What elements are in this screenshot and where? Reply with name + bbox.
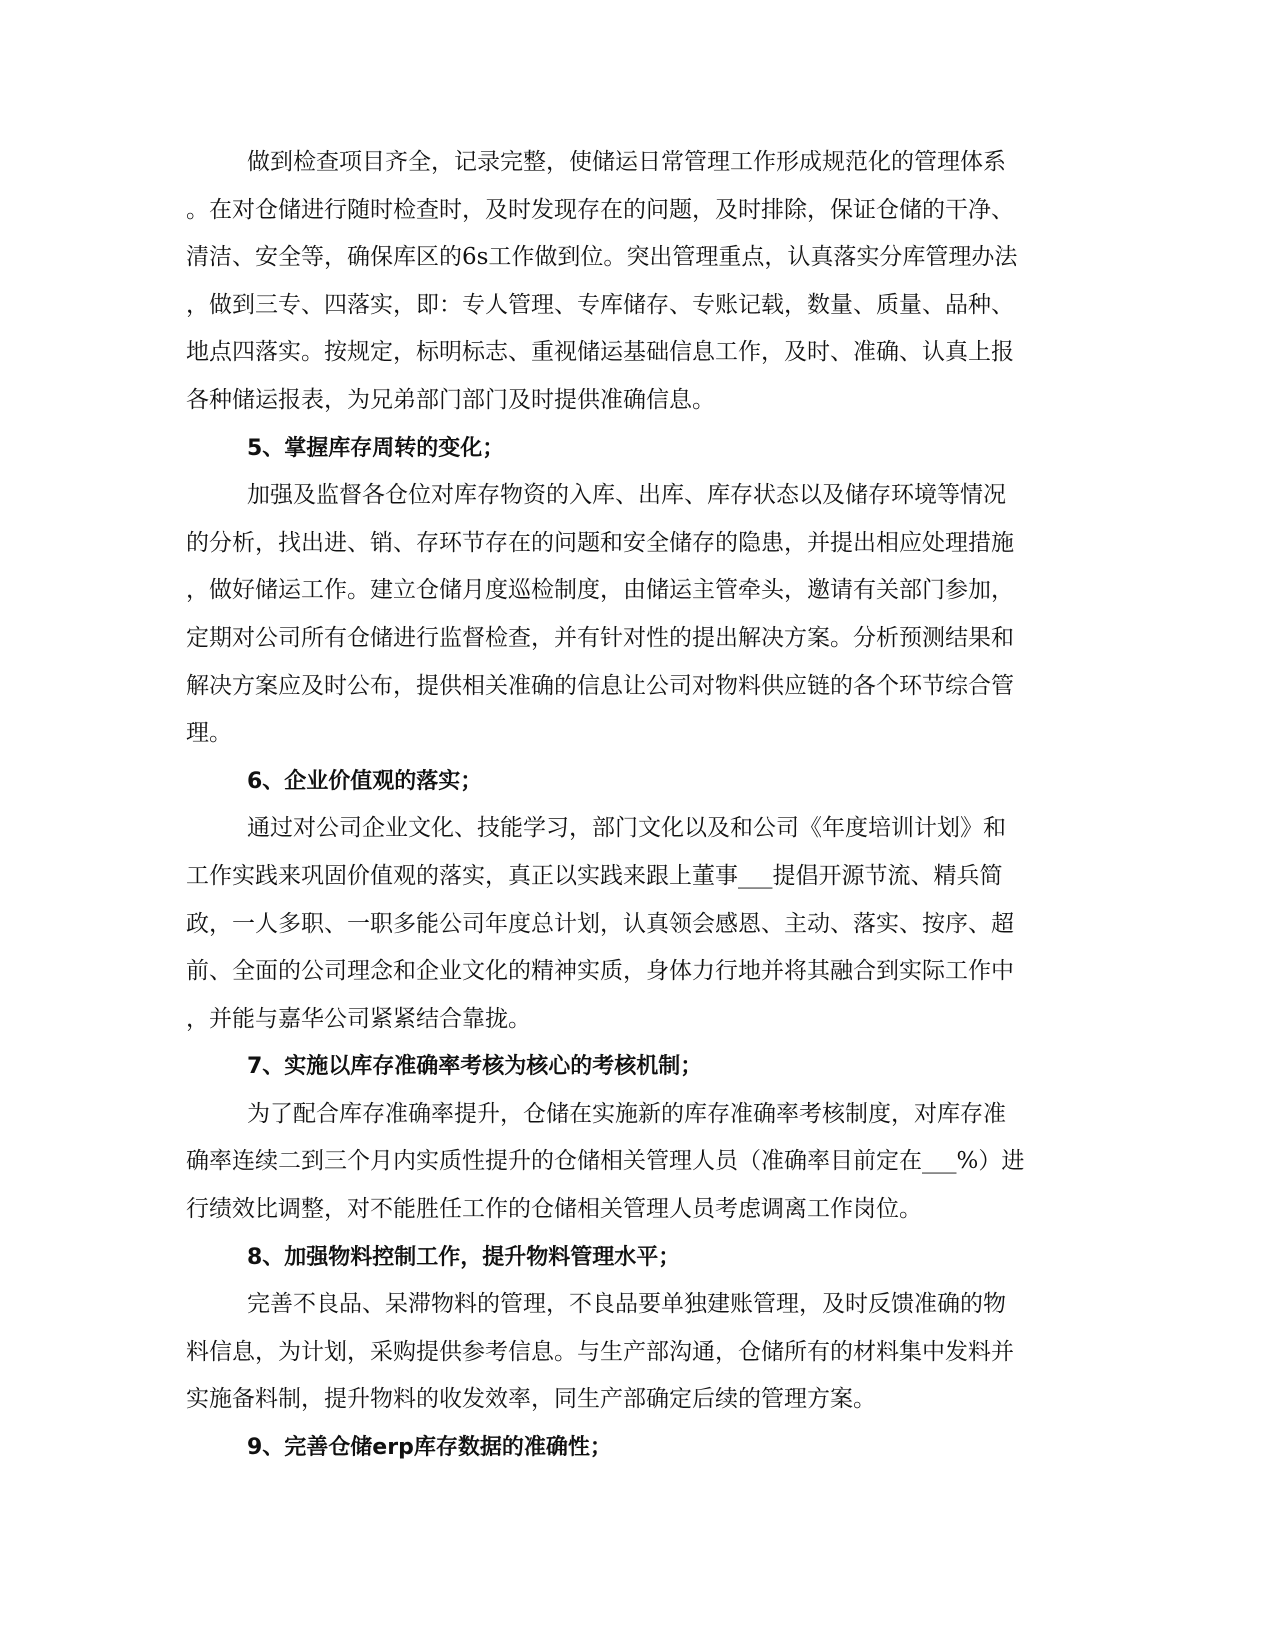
text-line: 实施备料制，提升物料的收发效率，同生产部确定后续的管理方案。 [186, 1386, 876, 1413]
text-line: 做到检查项目齐全，记录完整，使储运日常管理工作形成规范化的管理体系 [247, 149, 1006, 175]
text-line: 完善不良品、呆滞物料的管理，不良品要单独建账管理，及时反馈准确的物 [247, 1291, 1006, 1318]
text-line: 前、全面的公司理念和企业文化的精神实质，身体力行地并将其融合到实际工作中 [186, 958, 1014, 985]
text-line: 定期对公司所有仓储进行监督检查，并有针对性的提出解决方案。分析预测结果和 [186, 624, 1014, 651]
text-line: 确率连续二到三个月内实质性提升的仓储相关管理人员（准确率目前定在___%）进 [186, 1148, 1025, 1175]
section-heading: 6、企业价值观的落实； [247, 768, 483, 794]
section-heading: 7、实施以库存准确率考核为核心的考核机制； [247, 1054, 703, 1080]
document-body [186, 139, 1086, 1472]
text-line: ，并能与嘉华公司紧紧结合靠拢。 [186, 1005, 531, 1032]
section-heading: 8、加强物料控制工作，提升物料管理水平； [247, 1244, 681, 1270]
text-line: ，做到三专、四落实，即：专人管理、专库储存、专账记载，数量、质量、品种、 [186, 291, 1014, 318]
section-heading: 9、完善仓储erp库存数据的准确性； [247, 1435, 612, 1461]
text-line: 。在对仓储进行随时检查时，及时发现存在的问题，及时排除，保证仓储的干净、 [186, 196, 1014, 223]
text-line: 通过对公司企业文化、技能学习，部门文化以及和公司《年度培训计划》和 [247, 815, 1006, 842]
text-line: 清洁、安全等，确保库区的6s工作做到位。突出管理重点，认真落实分库管理办法 [186, 244, 1018, 271]
text-line: 为了配合库存准确率提升，仓储在实施新的库存准确率考核制度，对库存准 [247, 1100, 1006, 1127]
text-line: 加强及监督各仓位对库存物资的入库、出库、库存状态以及储存环境等情况 [247, 482, 1006, 509]
text-line: 解决方案应及时公布，提供相关准确的信息让公司对物料供应链的各个环节综合管 [186, 672, 1014, 699]
text-line: 理。 [186, 720, 232, 747]
text-line: 料信息，为计划，采购提供参考信息。与生产部沟通，仓储所有的材料集中发料并 [186, 1338, 1014, 1365]
text-line: ，做好储运工作。建立仓储月度巡检制度，由储运主管牵头，邀请有关部门参加， [186, 577, 1014, 604]
section-heading: 5、掌握库存周转的变化； [247, 435, 505, 461]
text-line: 政，一人多职、一职多能公司年度总计划，认真领会感恩、主动、落实、按序、超 [186, 910, 1014, 937]
text-line: 地点四落实。按规定，标明标志、重视储运基础信息工作，及时、准确、认真上报 [186, 339, 1014, 366]
text-line: 工作实践来巩固价值观的落实，真正以实践来跟上董事___提倡开源节流、精兵简 [186, 862, 1003, 889]
text-line: 行绩效比调整，对不能胜任工作的仓储相关管理人员考虑调离工作岗位。 [186, 1196, 922, 1223]
text-line: 各种储运报表，为兄弟部门部门及时提供准确信息。 [186, 386, 715, 413]
text-line: 的分析，找出进、销、存环节存在的问题和安全储存的隐患，并提出相应处理措施 [186, 529, 1014, 556]
